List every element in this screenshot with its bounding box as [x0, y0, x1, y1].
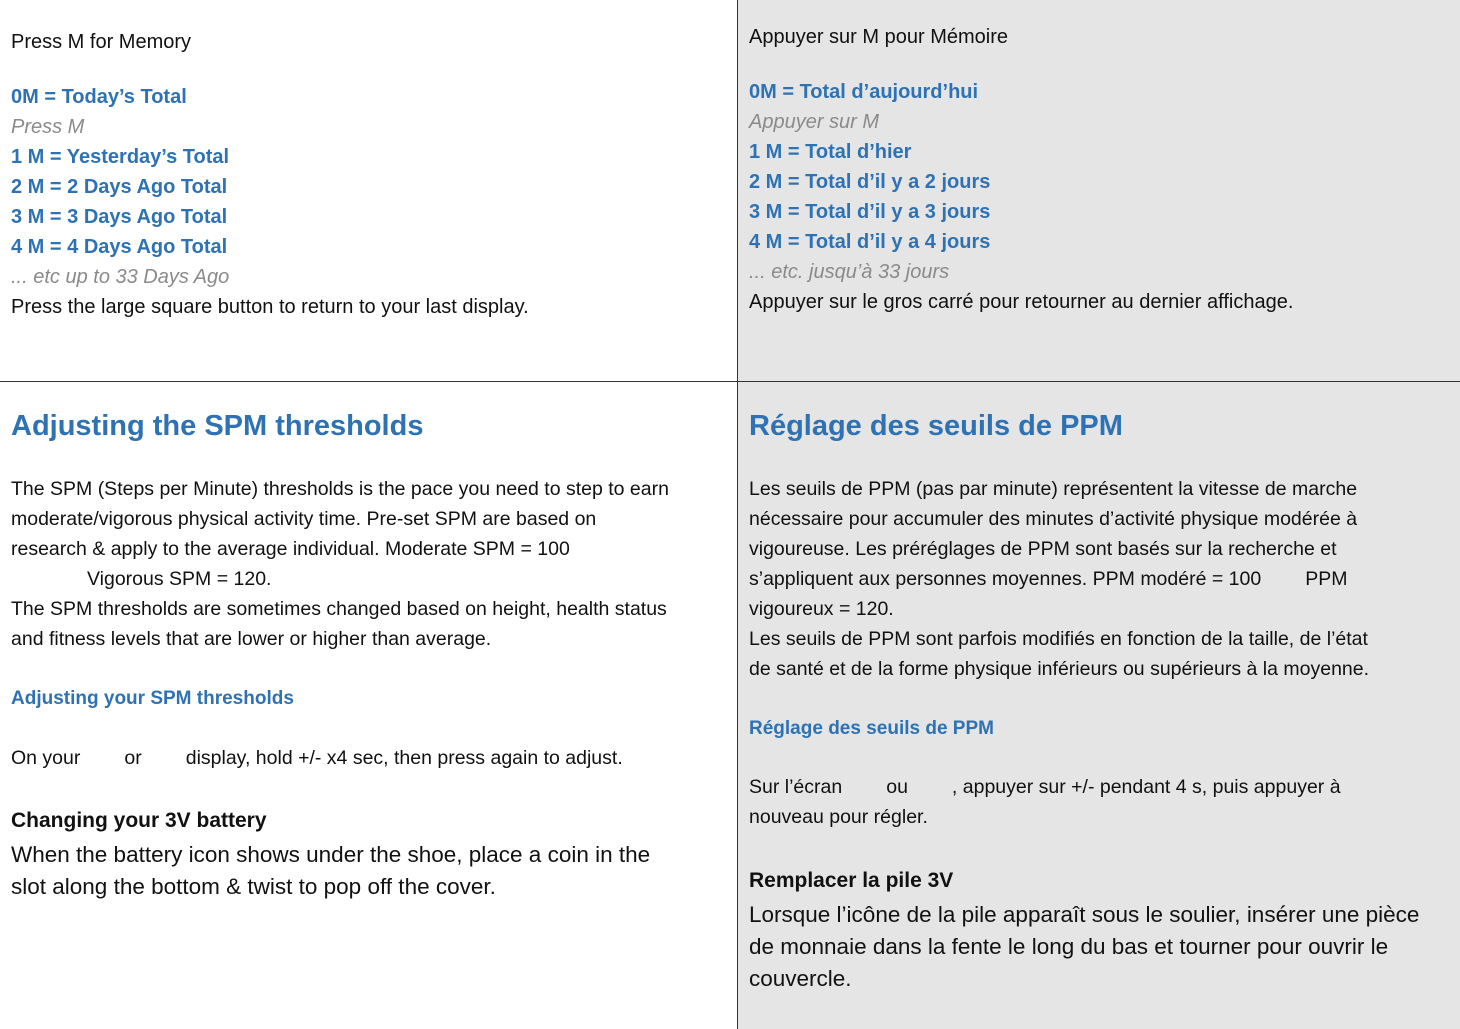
- memory-0m: 0M = Today’s Total: [11, 86, 187, 108]
- spm-paragraph-line-fr: vigoureuse. Les préréglages de PPM sont basés sur la recherche et: [749, 538, 1337, 560]
- spm-paragraph-line: and fitness levels that are lower or higher than average.: [11, 628, 492, 650]
- spm-heading: Adjusting the SPM thresholds: [11, 410, 424, 442]
- memory-return: Press the large square button to return to your last display.: [11, 296, 529, 318]
- spm-paragraph-line-fr: Les seuils de PPM sont parfois modifiés en fonction de la taille, de l’état: [749, 628, 1368, 650]
- spm-paragraph-line-fr: [749, 564, 1454, 594]
- spm-subheading-fr: Réglage des seuils de PPM: [749, 718, 994, 739]
- memory-intro: Press M for Memory: [11, 31, 192, 53]
- spm-adjust-instruction-fr: [749, 772, 1341, 802]
- battery-line-fr: couvercle.: [749, 966, 852, 991]
- memory-press-m: Press M: [11, 116, 85, 138]
- row-divider: [0, 381, 1460, 382]
- memory-2m-fr: 2 M = Total d’il y a 2 jours: [749, 171, 991, 193]
- memory-intro-fr: Appuyer sur M pour Mémoire: [749, 26, 1008, 48]
- battery-heading-fr: Remplacer la pile 3V: [749, 869, 954, 892]
- column-divider: [737, 0, 738, 1029]
- spm-paragraph-line-fr: nécessaire pour accumuler des minutes d’activité physique modérée à: [749, 508, 1358, 530]
- adjust-part-c-fr: , appuyer sur +/- pendant 4 s, puis appuyer à: [951, 776, 1341, 798]
- english-memory-section: [0, 0, 737, 381]
- spm-paragraph-line: The SPM thresholds are sometimes changed based on height, health status: [11, 598, 667, 620]
- spm-moderate-fr: s’appliquent aux personnes moyennes. PPM modéré = 100: [749, 568, 1262, 590]
- spm-paragraph-line-fr: vigoureux = 120.: [749, 598, 894, 620]
- adjust-part-a: On your: [11, 747, 81, 769]
- spm-adjust-line2-fr: nouveau pour régler.: [749, 806, 928, 828]
- memory-etc-fr: ... etc. jusqu’à 33 jours: [749, 261, 950, 283]
- memory-1m-fr: 1 M = Total d’hier: [749, 141, 912, 163]
- memory-3m: 3 M = 3 Days Ago Total: [11, 206, 228, 228]
- battery-line: When the battery icon shows under the shoe, place a coin in the: [11, 842, 651, 867]
- memory-etc: ... etc up to 33 Days Ago: [11, 266, 230, 288]
- spm-paragraph-line: Vigorous SPM = 120.: [87, 568, 272, 590]
- battery-line-fr: de monnaie dans la fente le long du bas et tourner pour ouvrir le: [749, 934, 1389, 959]
- memory-3m-fr: 3 M = Total d’il y a 3 jours: [749, 201, 991, 223]
- memory-1m: 1 M = Yesterday’s Total: [11, 146, 230, 168]
- spm-paragraph-line: The SPM (Steps per Minute) thresholds is the pace you need to step to earn: [11, 478, 669, 500]
- adjust-part-b-fr: ou: [886, 776, 908, 798]
- memory-4m: 4 M = 4 Days Ago Total: [11, 236, 228, 258]
- french-spm-section: [738, 382, 1460, 1029]
- battery-heading: Changing your 3V battery: [11, 809, 267, 832]
- memory-4m-fr: 4 M = Total d’il y a 4 jours: [749, 231, 991, 253]
- memory-press-m-fr: Appuyer sur M: [749, 111, 880, 133]
- memory-2m: 2 M = 2 Days Ago Total: [11, 176, 228, 198]
- spm-paragraph-line: research & apply to the average individual. Moderate SPM = 100: [11, 538, 570, 560]
- memory-return-fr: Appuyer sur le gros carré pour retourner au dernier affichage.: [749, 291, 1294, 313]
- adjust-part-b: or: [124, 747, 142, 769]
- spm-paragraph-line-fr: de santé et de la forme physique inférieurs ou supérieurs à la moyenne.: [749, 658, 1370, 680]
- english-spm-section: [0, 382, 737, 1029]
- memory-0m-fr: 0M = Total d’aujourd’hui: [749, 81, 979, 103]
- adjust-part-a-fr: Sur l’écran: [749, 776, 843, 798]
- battery-line: slot along the bottom & twist to pop off the cover.: [11, 874, 496, 899]
- french-memory-section: [738, 0, 1460, 381]
- spm-heading-fr: Réglage des seuils de PPM: [749, 410, 1123, 442]
- spm-paragraph-line-fr: Les seuils de PPM (pas par minute) représentent la vitesse de marche: [749, 478, 1358, 500]
- adjust-part-c: display, hold +/- x4 sec, then press again to adjust.: [185, 747, 623, 769]
- spm-ppm-fr: PPM: [1305, 568, 1348, 590]
- battery-line-fr: Lorsque l’icône de la pile apparaît sous le soulier, insérer une pièce: [749, 902, 1420, 927]
- spm-subheading: Adjusting your SPM thresholds: [11, 688, 294, 709]
- spm-paragraph-line: moderate/vigorous physical activity time. Pre-set SPM are based on: [11, 508, 597, 530]
- spm-adjust-instruction: [11, 743, 623, 773]
